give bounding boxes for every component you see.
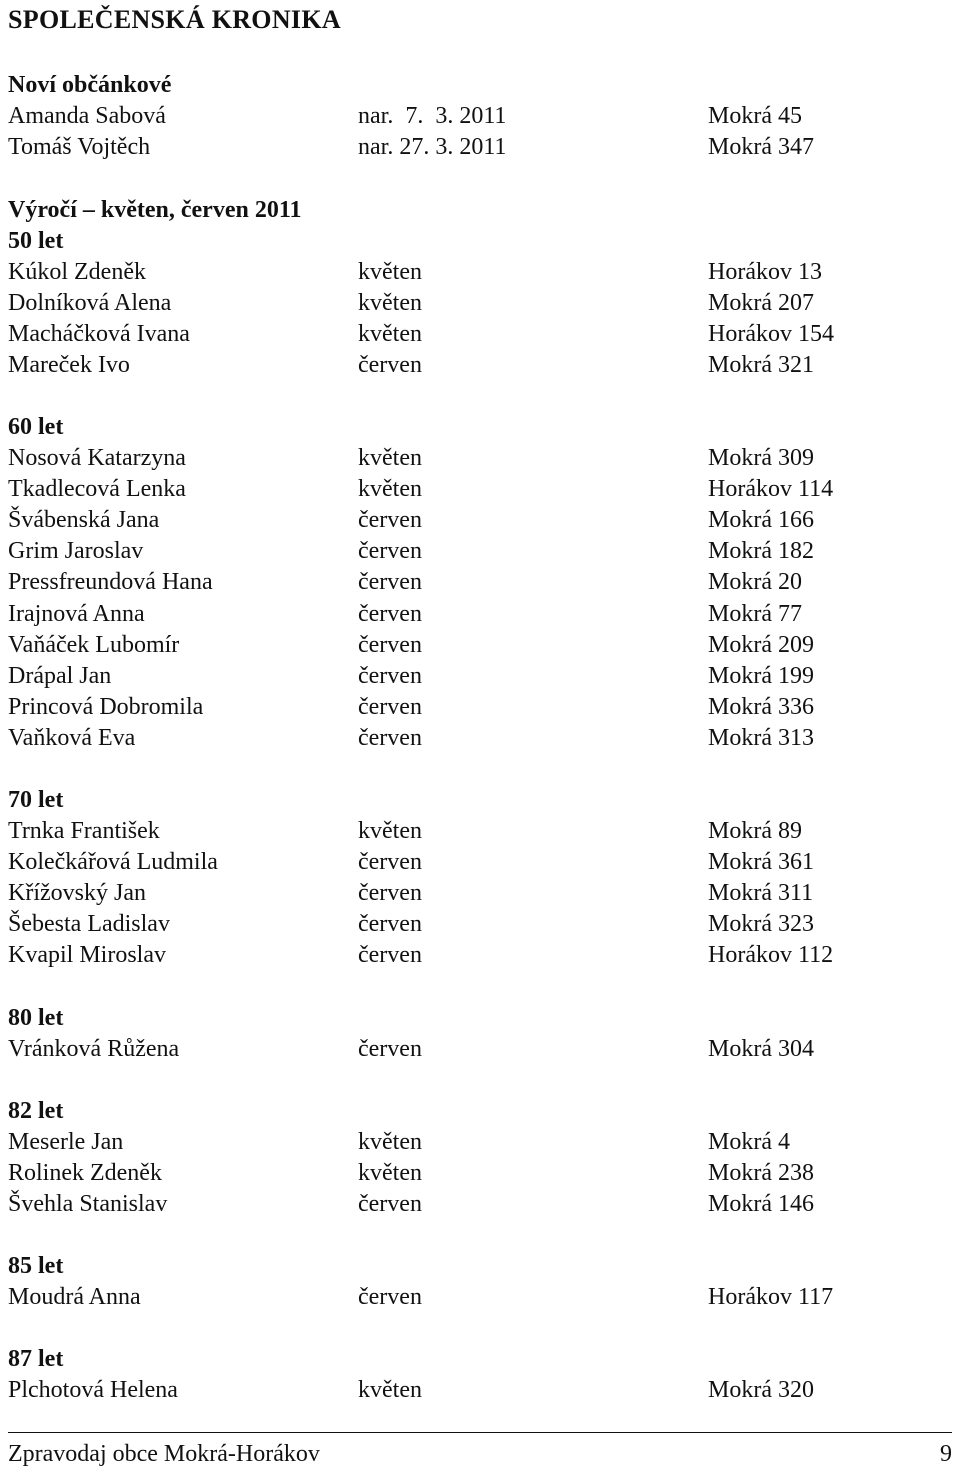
page-number: 9 xyxy=(940,1441,952,1467)
group-heading: 82 let xyxy=(8,1098,64,1124)
anniversary-row xyxy=(8,1282,952,1313)
address: Mokrá 304 xyxy=(708,1036,814,1063)
address: Mokrá 320 xyxy=(708,1377,814,1404)
address: Mokrá 321 xyxy=(708,352,814,379)
month: červen xyxy=(358,693,422,720)
anniversary-row xyxy=(8,474,952,505)
month: červen xyxy=(358,724,422,751)
address: Horákov 154 xyxy=(708,321,834,348)
person-name: Vaňková Eva xyxy=(8,724,136,751)
address: Horákov 112 xyxy=(708,942,834,969)
month: červen xyxy=(358,662,422,689)
address: Horákov 114 xyxy=(708,476,834,503)
month: červen xyxy=(358,507,422,534)
anniversary-row xyxy=(8,1034,952,1065)
anniversary-row xyxy=(8,257,952,288)
group-heading: 60 let xyxy=(8,414,64,440)
person-name: Kúkol Zdeněk xyxy=(8,259,146,286)
anniversary-row xyxy=(8,630,952,661)
group-50 xyxy=(8,226,952,381)
month: červen xyxy=(358,1284,422,1311)
address: Mokrá 309 xyxy=(708,445,814,472)
person-name: Šebesta Ladislav xyxy=(8,911,170,938)
anniversary-row xyxy=(8,1127,952,1158)
birth-date: nar. 7. 3. 2011 xyxy=(358,103,507,130)
address: Mokrá 336 xyxy=(708,693,814,720)
person-name: Amanda Sabová xyxy=(8,103,166,130)
page-footer xyxy=(8,1439,952,1469)
anniversary-row xyxy=(8,878,952,909)
anniversary-row xyxy=(8,692,952,723)
anniversary-row xyxy=(8,940,952,971)
address: Horákov 13 xyxy=(708,259,822,286)
address: Mokrá 311 xyxy=(708,880,814,907)
address: Mokrá 89 xyxy=(708,818,802,845)
birth-date: nar. 27. 3. 2011 xyxy=(358,134,507,161)
address: Mokrá 209 xyxy=(708,631,814,658)
month: červen xyxy=(358,631,422,658)
anniversary-row xyxy=(8,1375,952,1406)
person-name: Mareček Ivo xyxy=(8,352,130,379)
anniversary-row xyxy=(8,847,952,878)
address: Horákov 117 xyxy=(708,1284,834,1311)
publication-name: Zpravodaj obce Mokrá-Horákov xyxy=(8,1441,320,1467)
month: květen xyxy=(358,321,422,348)
month: červen xyxy=(358,911,422,938)
person-name: Dolníková Alena xyxy=(8,290,172,317)
month: květen xyxy=(358,1160,422,1187)
group-heading: 80 let xyxy=(8,1005,64,1031)
group-82 xyxy=(8,1096,952,1220)
address: Mokrá 77 xyxy=(708,600,802,627)
person-name: Křížovský Jan xyxy=(8,880,146,907)
anniversary-row xyxy=(8,1189,952,1220)
address: Mokrá 20 xyxy=(708,569,802,596)
address: Mokrá 323 xyxy=(708,911,814,938)
person-name: Irajnová Anna xyxy=(8,600,145,627)
person-name: Nosová Katarzyna xyxy=(8,445,186,472)
group-heading: 70 let xyxy=(8,787,64,813)
person-name: Vaňáček Lubomír xyxy=(8,631,180,658)
month: červen xyxy=(358,1036,422,1063)
anniversary-row xyxy=(8,816,952,847)
person-name: Tkadlecová Lenka xyxy=(8,476,186,503)
person-name: Moudrá Anna xyxy=(8,1284,141,1311)
address: Mokrá 45 xyxy=(708,103,802,130)
month: červen xyxy=(358,600,422,627)
month: květen xyxy=(358,476,422,503)
person-name: Pressfreundová Hana xyxy=(8,569,213,596)
anniversary-row xyxy=(8,319,952,350)
person-name: Princová Dobromila xyxy=(8,693,204,720)
address: Mokrá 313 xyxy=(708,724,814,751)
birth-row xyxy=(8,132,952,163)
address: Mokrá 146 xyxy=(708,1191,814,1218)
month: květen xyxy=(358,818,422,845)
group-87 xyxy=(8,1344,952,1406)
month: květen xyxy=(358,1377,422,1404)
anniversary-row xyxy=(8,723,952,754)
births-section xyxy=(8,70,952,163)
month: červen xyxy=(358,538,422,565)
anniversary-row xyxy=(8,661,952,692)
month: květen xyxy=(358,445,422,472)
person-name: Grim Jaroslav xyxy=(8,538,144,565)
month: červen xyxy=(358,880,422,907)
person-name: Kolečkářová Ludmila xyxy=(8,849,218,876)
address: Mokrá 361 xyxy=(708,849,814,876)
group-heading: 87 let xyxy=(8,1346,64,1372)
group-85 xyxy=(8,1251,952,1313)
footer-divider xyxy=(8,1432,952,1433)
anniversary-row xyxy=(8,909,952,940)
group-80 xyxy=(8,1003,952,1065)
month: květen xyxy=(358,1129,422,1156)
person-name: Kvapil Miroslav xyxy=(8,942,166,969)
anniversary-row xyxy=(8,443,952,474)
anniversaries-section xyxy=(8,195,952,382)
person-name: Tomáš Vojtěch xyxy=(8,134,151,161)
group-60 xyxy=(8,412,952,754)
address: Mokrá 166 xyxy=(708,507,814,534)
person-name: Švábenská Jana xyxy=(8,507,160,534)
person-name: Plchotová Helena xyxy=(8,1377,178,1404)
address: Mokrá 207 xyxy=(708,290,814,317)
anniversaries-heading: Výročí – květen, červen 2011 xyxy=(8,197,302,223)
month: červen xyxy=(358,1191,422,1218)
person-name: Drápal Jan xyxy=(8,662,112,689)
anniversary-row xyxy=(8,350,952,381)
group-heading: 85 let xyxy=(8,1253,64,1279)
group-heading: 50 let xyxy=(8,228,64,255)
person-name: Vránková Růžena xyxy=(8,1036,180,1063)
anniversary-row xyxy=(8,505,952,536)
address: Mokrá 238 xyxy=(708,1160,814,1187)
person-name: Rolinek Zdeněk xyxy=(8,1160,162,1187)
person-name: Macháčková Ivana xyxy=(8,321,190,348)
address: Mokrá 4 xyxy=(708,1129,790,1156)
births-heading: Noví občánkové xyxy=(8,72,172,98)
person-name: Trnka František xyxy=(8,818,160,845)
address: Mokrá 182 xyxy=(708,538,814,565)
anniversary-row xyxy=(8,536,952,567)
person-name: Meserle Jan xyxy=(8,1129,124,1156)
address: Mokrá 199 xyxy=(708,662,814,689)
anniversary-row xyxy=(8,599,952,630)
month: květen xyxy=(358,290,422,317)
anniversary-row xyxy=(8,288,952,319)
month: červen xyxy=(358,849,422,876)
anniversary-row xyxy=(8,1158,952,1189)
address: Mokrá 347 xyxy=(708,134,814,161)
person-name: Švehla Stanislav xyxy=(8,1191,168,1218)
month: květen xyxy=(358,259,422,286)
birth-row xyxy=(8,101,952,132)
month: červen xyxy=(358,942,422,969)
month: červen xyxy=(358,569,422,596)
group-70 xyxy=(8,785,952,972)
page-title: SPOLEČENSKÁ KRONIKA xyxy=(8,5,341,34)
month: červen xyxy=(358,352,422,379)
anniversary-row xyxy=(8,567,952,598)
